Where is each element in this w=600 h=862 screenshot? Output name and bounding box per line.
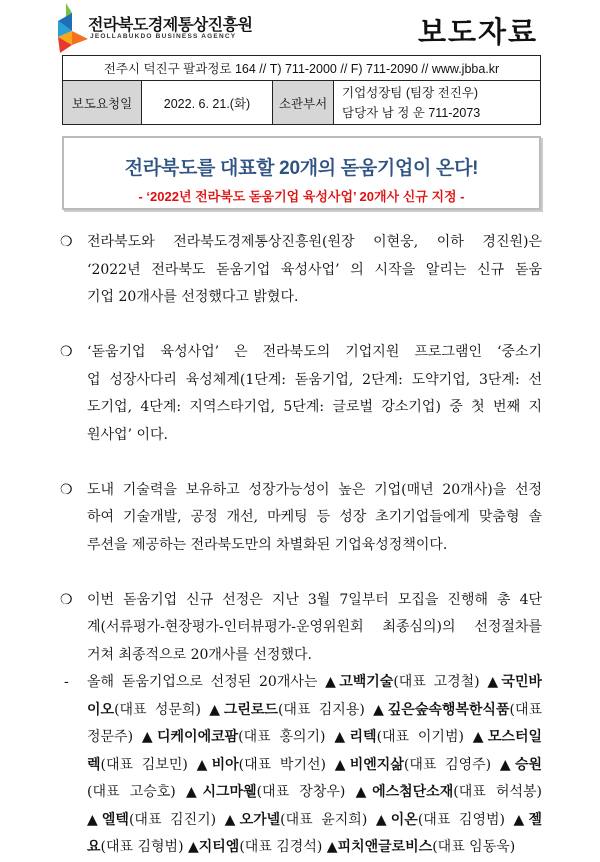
date-label: 보도요청일 [63,81,142,125]
company-name: 이오 [87,701,115,718]
line-text: 이번 돋움기업 신규 선정은 지난 3월 7일부터 모집을 진행해 총 4단 [87,591,542,608]
company-list-line [60,697,542,725]
company-list-line [60,724,542,752]
line-text: 전라북도와 전라북도경제통상진흥원(원장 이현웅, 이하 경진원)은 [87,234,542,250]
blank-line [60,559,542,587]
contact-line: 전주시 덕진구 팔과정로 164 // T) 711-2000 // F) 711-2090 // www.jbba.kr [63,56,541,81]
company-name: ▲젤 [513,811,542,828]
headline-box [62,136,541,210]
company-list-line [60,779,542,807]
company-name: ▲고백기술 [325,674,394,690]
line-text: ‘2022년 전라북도 돋움기업 육성사업’ 의 시작을 알리는 신규 돋움 [87,261,542,278]
representative-text: 정문주) [87,729,142,745]
paragraph-line [60,229,542,257]
line-text [87,807,542,835]
document-type: 보도자료 [417,17,538,49]
dept-label: 소관부서 [273,81,334,125]
agency-logo [58,3,88,53]
company-name: ▲깊은숲속행복한식품 [373,701,510,718]
paragraph-line [60,257,542,285]
line-text: 하여 기술개발, 공정 개선, 마케팅 등 성장 초기기업들에게 맞춤형 솔 [87,509,542,525]
info-table [62,55,541,125]
line-text: 도기업, 4단계: 지역스타기업, 5단계: 글로벌 강소기업) 중 첫 번째 지 [87,399,542,415]
company-name: ▲비엔지삶 [334,756,404,773]
paragraph-line [60,642,542,670]
date-value: 2022. 6. 21.(화) [142,81,273,125]
line-text: 거쳐 최종적으로 20개사를 선정했다. [87,646,312,663]
press-body [60,229,542,862]
paragraph-line [60,587,542,615]
circle-bullet-icon: ❍ [60,481,73,498]
representative-text: (대표 성문희) [114,701,210,718]
headline-subtitle: - ‘2022년 전라북도 돋움기업 육성사업’ 20개사 신규 지정 - [138,189,465,204]
representative-text: 올해 돋움기업으로 선정된 20개사는 [87,674,326,690]
line-text: 업 성장사다리 육성체계(1단계: 돋움기업, 2단계: 도약기업, 3단계: 선 [87,371,542,388]
representative-text: (대표 허석봉) [453,784,542,800]
org-name-ko: 전라북도경제통상진흥원 [88,17,253,34]
paragraph-line [60,477,542,505]
line-text: 루션을 제공하는 전라북도만의 차별화된 기업육성정책이다. [87,536,448,553]
paragraph-line [60,367,542,395]
company-list-line [60,834,542,862]
company-name: ▲엘텍 [87,811,129,828]
company-name: ▲이온 [375,811,418,828]
company-name: ▲에스첨단소재 [355,784,454,800]
company-name: ▲지티엠 [187,839,240,855]
representative-text: (대표 임동욱) [432,839,516,855]
dept-team: 기업성장팀 (팀장 전진우) [342,85,479,100]
circle-bullet-icon: ❍ [60,234,73,250]
representative-text: (대표 김영주) [403,756,500,773]
company-name: ▲그린로드 [209,701,278,718]
paragraph-line [60,422,542,450]
representative-text: (대표 김영범) [417,811,514,828]
representative-text: (대표 박기선) [238,756,335,773]
company-list-line [60,807,542,835]
representative-text: (대표 김경석) [239,839,327,855]
paragraph-line [60,614,542,642]
representative-text: (대표 김지용) [277,701,374,718]
representative-text: (대표 김보민) [100,756,197,773]
line-text: 원사업’ 이다. [87,426,168,443]
company-name: ▲시그마웰 [185,784,257,800]
blank-line [60,312,542,340]
dash-marker: - [64,674,69,690]
blank-line [60,449,542,477]
company-list-line [60,669,542,697]
paragraph-line [60,504,542,532]
company-name: ▲피치앤글로비스 [326,839,433,855]
company-name: 렉 [87,756,101,773]
org-name-en: JEOLLABUKDO BUSINESS AGENCY [90,33,237,40]
company-name: ▲비아 [196,756,239,773]
line-text [87,697,542,725]
headline-title: 전라북도를 대표할 20개의 돋움기업이 온다! [124,158,479,179]
line-text [87,752,542,780]
line-text [87,779,542,807]
circle-bullet-icon: ❍ [60,591,73,608]
line-text: ‘돋움기업 육성사업’ 은 전라북도의 기업지원 프로그램인 ‘중소기 [87,344,542,360]
dept-contact: 담당자 남 정 운 711-2073 [342,105,481,120]
company-name: ▲모스터일 [472,729,542,745]
representative-text: (대표 고경철) [393,674,488,690]
circle-bullet-icon: ❍ [60,344,73,360]
company-name: ▲디케이에코팜 [141,729,239,745]
line-text: 계(서류평가-현장평가-인터뷰평가-운영위원회 최종심의)의 선정절차를 [87,619,542,635]
paragraph-line [60,284,542,312]
line-text: 기업 20개사를 선정했다고 밝혔다. [87,289,299,305]
line-text [87,669,542,697]
company-name: 요 [87,839,101,855]
representative-text: (대표 윤지희) [280,811,376,828]
paragraph-line [60,394,542,422]
company-name: ▲리텍 [334,729,377,745]
representative-text: (대표 [509,701,542,718]
representative-text: (대표 김진기) [128,811,225,828]
paragraph-line [60,339,542,367]
company-name: ▲오가넬 [224,811,281,828]
company-list-line [60,752,542,780]
company-name: ▲승원 [499,756,542,773]
line-text [87,724,542,752]
representative-text: (대표 장창우) [256,784,356,800]
dept-value [334,81,541,125]
paragraph-line [60,532,542,560]
representative-text: (대표 김형범) [100,839,188,855]
company-name: ▲국민바 [487,674,542,690]
line-text: 도내 기술력을 보유하고 성장가능성이 높은 기업(매년 20개사)을 선정 [87,481,542,498]
representative-text: (대표 이기범) [376,729,473,745]
representative-text: (대표 홍의기) [238,729,335,745]
line-text [87,834,542,862]
representative-text: (대표 고승호) [87,784,186,800]
